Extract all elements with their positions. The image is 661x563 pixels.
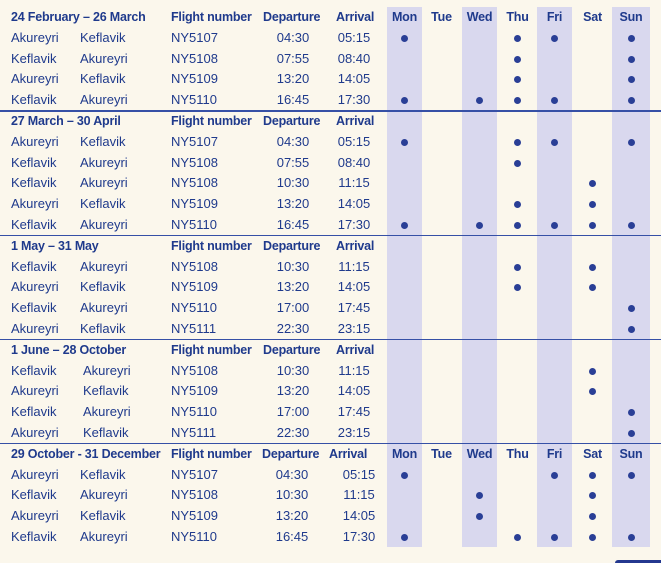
- operates-day-thu-dot: [514, 201, 521, 208]
- operates-day-sun-dot: [628, 430, 635, 437]
- flight-row: [0, 69, 661, 90]
- flight-number: NY5110: [171, 300, 218, 316]
- section-header: [0, 236, 661, 257]
- operates-day-sat-dot: [589, 513, 596, 520]
- operates-day-thu-dot: [514, 76, 521, 83]
- departure-time: 07:55: [276, 154, 310, 170]
- destination-city: Akureyri: [83, 362, 131, 378]
- arrival-header: Arrival: [336, 114, 375, 128]
- departure-header: Departure: [263, 114, 321, 128]
- flight-number: NY5107: [171, 29, 218, 45]
- flight-row: [0, 49, 661, 70]
- destination-city: Keflavik: [83, 425, 129, 440]
- origin-city: Keflavik: [11, 217, 57, 232]
- arrival-time: 17:45: [337, 300, 371, 316]
- departure-time: 22:30: [276, 321, 310, 336]
- operates-day-thu-dot: [514, 56, 521, 63]
- operates-day-sun-dot: [628, 35, 635, 42]
- destination-city: Keflavik: [80, 71, 126, 87]
- operates-day-sat-dot: [589, 368, 596, 375]
- origin-city: Keflavik: [11, 92, 57, 108]
- flight-number: NY5110: [171, 529, 218, 544]
- destination-city: Keflavik: [80, 466, 126, 482]
- day-header-wed: Wed: [466, 10, 493, 24]
- arrival-time: 23:15: [337, 425, 371, 440]
- flight-row: [0, 298, 661, 319]
- day-header-mon: Mon: [391, 446, 418, 461]
- flight-row: [0, 381, 661, 402]
- operates-day-mon-dot: [401, 139, 408, 146]
- flight-number: NY5111: [171, 425, 217, 440]
- origin-city: Akureyri: [11, 466, 59, 482]
- flight-row: [0, 465, 661, 486]
- origin-city: Keflavik: [11, 300, 57, 316]
- departure-time: 17:00: [276, 404, 310, 420]
- section-header: [0, 340, 661, 361]
- flight-row: [0, 506, 661, 527]
- departure-time: 04:30: [275, 466, 309, 482]
- flight-number: NY5110: [171, 404, 218, 420]
- operates-day-fri-dot: [551, 139, 558, 146]
- destination-city: Akureyri: [80, 50, 128, 66]
- arrival-header: Arrival: [336, 342, 375, 357]
- destination-city: Akureyri: [80, 258, 128, 274]
- period-label: 24 February – 26 March: [11, 10, 146, 24]
- departure-header: Departure: [262, 446, 320, 461]
- operates-day-sat-dot: [589, 201, 596, 208]
- destination-city: Keflavik: [80, 29, 126, 45]
- operates-day-fri-dot: [551, 35, 558, 42]
- origin-city: Keflavik: [11, 154, 57, 170]
- flight-row: [0, 173, 661, 194]
- origin-city: Akureyri: [11, 29, 59, 45]
- operates-day-fri-dot: [551, 222, 558, 229]
- flight-row: [0, 257, 661, 278]
- flight-number-header: Flight number: [171, 114, 252, 128]
- flight-row: [0, 90, 661, 111]
- operates-day-sat-dot: [589, 534, 596, 541]
- destination-city: Keflavik: [83, 383, 129, 399]
- operates-day-thu-dot: [514, 222, 521, 229]
- section-header: [0, 7, 661, 28]
- arrival-time: 14:05: [337, 196, 371, 212]
- departure-time: 07:55: [276, 50, 310, 66]
- destination-city: Akureyri: [80, 300, 128, 316]
- period-label: 27 March – 30 April: [11, 114, 121, 128]
- flight-number-header: Flight number: [171, 446, 252, 461]
- departure-time: 17:00: [276, 300, 310, 316]
- operates-day-sun-dot: [628, 534, 635, 541]
- origin-city: Akureyri: [11, 425, 59, 440]
- departure-time: 10:30: [276, 258, 310, 274]
- operates-day-mon-dot: [401, 97, 408, 104]
- arrival-time: 08:40: [337, 154, 371, 170]
- departure-time: 13:20: [276, 71, 310, 87]
- flight-number: NY5108: [171, 50, 218, 66]
- arrival-time: 14:05: [337, 71, 371, 87]
- operates-day-mon-dot: [401, 222, 408, 229]
- day-header-mon: Mon: [391, 10, 418, 24]
- arrival-time: 11:15: [338, 362, 370, 378]
- period-label: 29 October - 31 December: [11, 446, 161, 461]
- flight-number: NY5107: [171, 466, 218, 482]
- departure-time: 13:20: [276, 279, 310, 295]
- day-header-sun: Sun: [619, 446, 643, 461]
- operates-day-thu-dot: [514, 139, 521, 146]
- flight-number: NY5109: [171, 383, 218, 399]
- flight-number: NY5108: [171, 487, 218, 503]
- destination-city: Akureyri: [80, 487, 128, 503]
- flight-number-header: Flight number: [171, 342, 252, 357]
- operates-day-mon-dot: [401, 534, 408, 541]
- period-label: 1 June – 28 October: [11, 342, 126, 357]
- operates-day-sun-dot: [628, 326, 635, 333]
- arrival-time: 17:30: [342, 529, 376, 544]
- operates-day-mon-dot: [401, 35, 408, 42]
- day-header-fri: Fri: [546, 10, 563, 24]
- arrival-time: 05:15: [337, 29, 371, 45]
- origin-city: Akureyri: [11, 133, 59, 149]
- flight-row: [0, 485, 661, 506]
- day-header-sat: Sat: [583, 446, 602, 461]
- origin-city: Akureyri: [11, 321, 59, 336]
- destination-city: Akureyri: [80, 217, 128, 232]
- departure-header: Departure: [263, 238, 321, 253]
- origin-city: Keflavik: [11, 487, 57, 503]
- flight-row: [0, 402, 661, 423]
- origin-city: Keflavik: [11, 362, 57, 378]
- departure-time: 10:30: [276, 362, 310, 378]
- operates-day-thu-dot: [514, 264, 521, 271]
- day-header-sat: Sat: [583, 10, 602, 24]
- operates-day-sat-dot: [589, 388, 596, 395]
- flight-number-header: Flight number: [171, 10, 252, 24]
- flight-row: [0, 277, 661, 298]
- flight-number: NY5108: [171, 154, 218, 170]
- flight-row: [0, 319, 661, 340]
- arrival-time: 14:05: [342, 508, 376, 524]
- period-label: 1 May – 31 May: [11, 238, 99, 253]
- operates-day-fri-dot: [551, 97, 558, 104]
- arrival-time: 11:15: [338, 258, 370, 274]
- origin-city: Keflavik: [11, 404, 57, 420]
- operates-day-sat-dot: [589, 222, 596, 229]
- arrival-time: 17:30: [337, 92, 371, 108]
- origin-city: Keflavik: [11, 258, 57, 274]
- origin-city: Keflavik: [11, 50, 57, 66]
- operates-day-sat-dot: [589, 180, 596, 187]
- flight-number: NY5109: [171, 279, 218, 295]
- destination-city: Akureyri: [83, 404, 131, 420]
- arrival-time: 14:05: [337, 279, 371, 295]
- origin-city: Keflavik: [11, 529, 57, 544]
- operates-day-wed-dot: [476, 97, 483, 104]
- arrival-time: 08:40: [337, 50, 371, 66]
- operates-day-sun-dot: [628, 222, 635, 229]
- flight-row: [0, 527, 661, 548]
- operates-day-sun-dot: [628, 305, 635, 312]
- departure-time: 13:20: [276, 383, 310, 399]
- operates-day-fri-dot: [551, 472, 558, 479]
- operates-day-sat-dot: [589, 492, 596, 499]
- departure-header: Departure: [263, 342, 321, 357]
- operates-day-sun-dot: [628, 56, 635, 63]
- flight-number: NY5108: [171, 258, 218, 274]
- operates-day-wed-dot: [476, 513, 483, 520]
- flight-row: [0, 361, 661, 382]
- flight-row: [0, 28, 661, 49]
- flight-row: [0, 153, 661, 174]
- flight-number: NY5109: [171, 71, 218, 87]
- day-header-thu: Thu: [506, 446, 529, 461]
- flight-row: [0, 423, 661, 444]
- destination-city: Keflavik: [80, 321, 126, 336]
- flight-row: [0, 215, 661, 236]
- arrival-time: 11:15: [343, 487, 375, 503]
- operates-day-sun-dot: [628, 76, 635, 83]
- flight-number: NY5110: [171, 217, 218, 232]
- flight-row: [0, 194, 661, 215]
- departure-time: 04:30: [276, 133, 310, 149]
- operates-day-mon-dot: [401, 472, 408, 479]
- departure-time: 04:30: [276, 29, 310, 45]
- flight-number: NY5110: [171, 92, 218, 108]
- departure-time: 16:45: [276, 92, 310, 108]
- arrival-time: 17:45: [337, 404, 371, 420]
- operates-day-sat-dot: [589, 284, 596, 291]
- operates-day-thu-dot: [514, 534, 521, 541]
- section-header: [0, 111, 661, 132]
- departure-time: 10:30: [276, 175, 310, 191]
- flight-number: NY5109: [171, 508, 218, 524]
- day-header-fri: Fri: [546, 446, 563, 461]
- origin-city: Akureyri: [11, 279, 59, 295]
- operates-day-thu-dot: [514, 160, 521, 167]
- arrival-time: 05:15: [337, 133, 371, 149]
- destination-city: Akureyri: [80, 92, 128, 108]
- departure-time: 13:20: [276, 196, 310, 212]
- operates-day-sun-dot: [628, 472, 635, 479]
- departure-time: 22:30: [276, 425, 310, 440]
- flight-number: NY5109: [171, 196, 218, 212]
- arrival-time: 14:05: [337, 383, 371, 399]
- operates-day-sun-dot: [628, 139, 635, 146]
- destination-city: Akureyri: [80, 154, 128, 170]
- day-header-wed: Wed: [466, 446, 493, 461]
- operates-day-sun-dot: [628, 97, 635, 104]
- operates-day-thu-dot: [514, 97, 521, 104]
- arrival-header: Arrival: [336, 238, 375, 253]
- operates-day-wed-dot: [476, 222, 483, 229]
- flight-number: NY5111: [171, 321, 217, 336]
- destination-city: Keflavik: [80, 279, 126, 295]
- arrival-time: 11:15: [338, 175, 370, 191]
- flight-number-header: Flight number: [171, 238, 252, 253]
- departure-time: 16:45: [276, 217, 310, 232]
- arrival-header: Arrival: [336, 10, 375, 24]
- operates-day-sat-dot: [589, 472, 596, 479]
- destination-city: Akureyri: [80, 175, 128, 191]
- flight-number: NY5108: [171, 362, 218, 378]
- flight-number: NY5108: [171, 175, 218, 191]
- departure-time: 16:45: [275, 529, 309, 544]
- day-header-sun: Sun: [619, 10, 643, 24]
- operates-day-sat-dot: [589, 264, 596, 271]
- arrival-time: 05:15: [342, 466, 376, 482]
- destination-city: Keflavik: [80, 133, 126, 149]
- arrival-header: Arrival: [329, 446, 368, 461]
- destination-city: Keflavik: [80, 508, 126, 524]
- flight-number: NY5107: [171, 133, 218, 149]
- departure-time: 13:20: [275, 508, 309, 524]
- day-header-thu: Thu: [506, 10, 529, 24]
- origin-city: Akureyri: [11, 71, 59, 87]
- operates-day-wed-dot: [476, 492, 483, 499]
- destination-city: Akureyri: [80, 529, 128, 544]
- arrival-time: 17:30: [337, 217, 371, 232]
- section-header: [0, 444, 661, 465]
- origin-city: Akureyri: [11, 383, 59, 399]
- origin-city: Akureyri: [11, 508, 59, 524]
- flight-row: [0, 132, 661, 153]
- day-header-tue: Tue: [431, 446, 452, 461]
- destination-city: Keflavik: [80, 196, 126, 212]
- operates-day-sun-dot: [628, 409, 635, 416]
- origin-city: Akureyri: [11, 196, 59, 212]
- operates-day-thu-dot: [514, 35, 521, 42]
- arrival-time: 23:15: [337, 321, 371, 336]
- day-header-tue: Tue: [431, 10, 452, 24]
- departure-header: Departure: [263, 10, 321, 24]
- operates-day-thu-dot: [514, 284, 521, 291]
- operates-day-fri-dot: [551, 534, 558, 541]
- origin-city: Keflavik: [11, 175, 57, 191]
- departure-time: 10:30: [275, 487, 309, 503]
